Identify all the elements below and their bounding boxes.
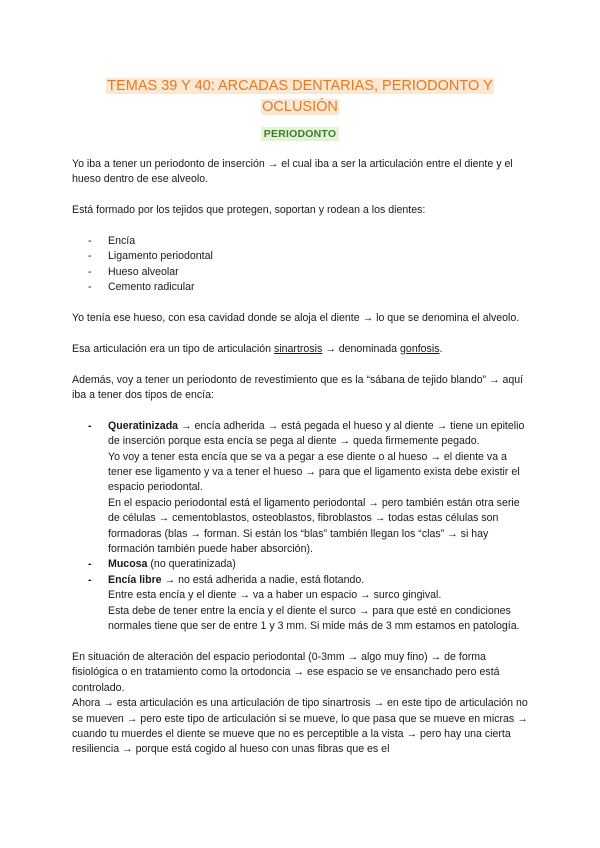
subtitle-block <box>0 124 600 142</box>
item-1-sub-2: En el espacio periodontal está el ligamento periodontal → pero también están otra serie de células → cementoblastos, osteoblastos, fibroblastos → todas estas células son formadoras (blas → forman. Si están los “blas” también llegan los “clas” → si hay formación también puede haber absorción). <box>108 496 520 556</box>
page-title <box>60 76 540 118</box>
paragraph-4 <box>72 342 530 357</box>
list-item: - Cemento radicular <box>108 280 530 295</box>
tissue-list <box>72 234 530 296</box>
document-body <box>72 157 530 758</box>
list-item-mucosa <box>108 557 530 572</box>
item-1-term: Queratinizada <box>108 419 179 432</box>
item-3-term: Encía libre <box>108 573 162 586</box>
item-3-sub-2: Esta debe de tener entre la encía y el diente el surco → para que esté en condiciones normales tiene que ser de entre 1 y 3 mm. Si mide más de 3 mm estamos en patología. <box>108 604 520 633</box>
paragraph-4-text-a: Esa articulación era un tipo de articulación <box>72 342 274 355</box>
item-3-sub-1: Entre esta encía y el diente → va a haber un espacio → surco gingival. <box>108 589 442 602</box>
term-sinartrosis: sinartrosis <box>274 342 323 355</box>
item-1-sub-1: Yo voy a tener esta encía que se va a pegar a ese diente o al hueso → el diente va a tener ese ligamento y va a tener el hueso → para que el ligamento exista debe existir el espacio periodontal. <box>108 450 520 494</box>
title-line-1: TEMAS 39 Y 40: ARCADAS DENTARIAS, PERIODONTO Y <box>107 78 493 94</box>
list-item-queratinizada <box>108 419 530 558</box>
section-heading: PERIODONTO <box>261 127 339 141</box>
item-2-term: Mucosa <box>108 558 148 571</box>
paragraph-7: Ahora → esta articulación es una articulación de tipo sinartrosis → en este tipo de articulación no se mueven → pero este tipo de articulación si se mueve, lo que pasa que se mueve en micras → cuando tu muerdes el diente se mueve que no es perceptible a la vista → pero hay una cierta resiliencia → porque está cogido al hueso con unas fibras que es el <box>72 697 528 756</box>
term-gonfosis: gonfosis <box>400 342 440 355</box>
title-block <box>60 76 540 118</box>
list-item: - Ligamento periodontal <box>108 249 530 264</box>
list-item-encia-libre <box>108 573 530 635</box>
list-item: - Hueso alveolar <box>108 265 530 280</box>
paragraph-1: Yo iba a tener un periodonto de inserción → el cual iba a ser la articulación entre el diente y el hueso dentro de ese alveolo. <box>72 158 513 186</box>
item-3-text: → no está adherida a nadie, está flotando. <box>161 573 365 586</box>
gingiva-types-list <box>72 419 530 635</box>
item-1-text: → encía adherida → está pegada el hueso y al diente → tiene un epitelio de inserción porque esta encía se pega al diente → queda firmemente pegado. <box>108 419 525 448</box>
item-2-text: (no queratinizada) <box>147 558 236 571</box>
list-item: - Encía <box>108 234 530 249</box>
paragraph-4-text-c: . <box>439 342 443 355</box>
title-line-2: OCLUSIÓN <box>262 99 338 115</box>
paragraph-4-text-b: → denominada <box>322 342 401 355</box>
paragraph-2: Está formado por los tejidos que protegen, soportan y rodean a los dientes: <box>72 204 426 217</box>
paragraph-5: Además, voy a tener un periodonto de revestimiento que es la “sábana de tejido blando” → aquí iba a tener dos tipos de encía: <box>72 373 524 402</box>
paragraph-3: Yo tenía ese hueso, con esa cavidad donde se aloja el diente → lo que se denomina el alveolo. <box>72 312 520 325</box>
paragraph-6: En situación de alteración del espacio periodontal (0-3mm → algo muy fino) → de forma fisiológica o en tratamiento como la ortodoncia → ese espacio se ve ensanchado pero está controlado. <box>72 650 500 694</box>
